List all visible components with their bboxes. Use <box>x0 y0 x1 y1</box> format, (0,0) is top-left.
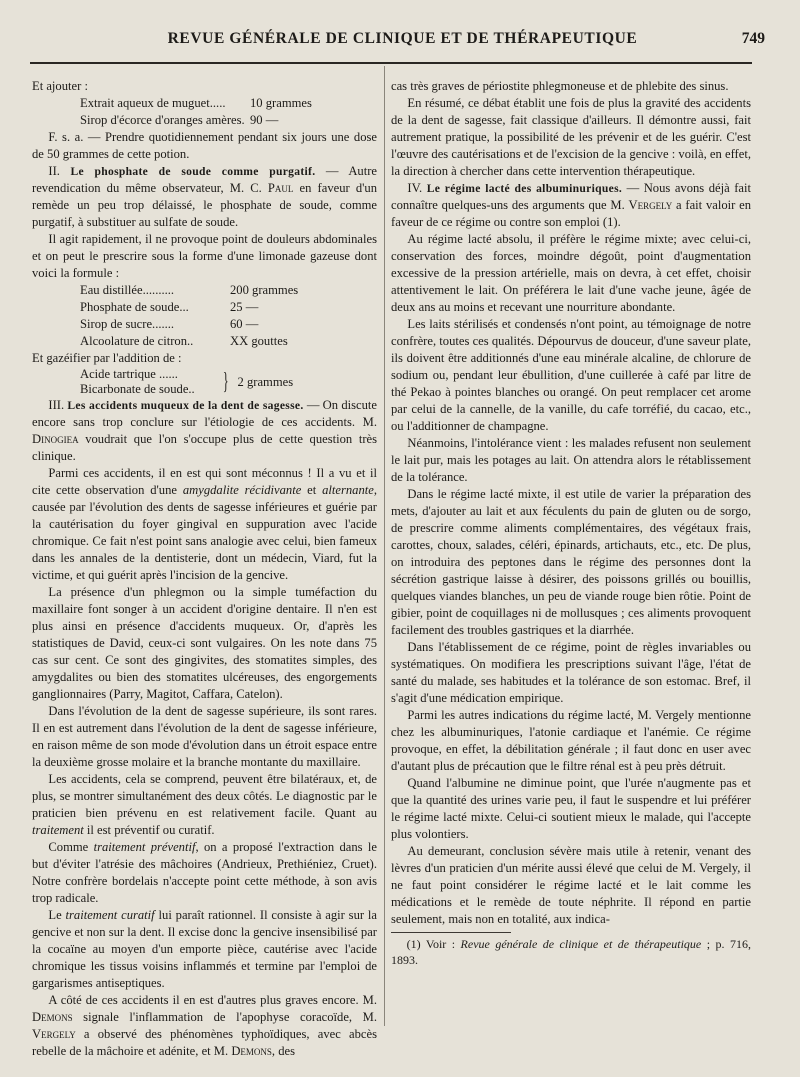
text-run: Le <box>48 908 66 922</box>
section-title: Le régime lacté des albuminuriques. <box>426 182 623 195</box>
text-run: — Autre revendication du même observateur, M. C. <box>32 164 378 195</box>
ingredient: Sirop d'écorce d'oranges amères. <box>80 113 245 127</box>
paragraph: La présence d'un phlegmon ou la simple tuméfaction du maxillaire font songer à un accident d'origine dentaire. Il n'en est plus ainsi en présence d'accidents muqueux. Or, d'après les statistiques de David, ceux-ci sont vulgaires. On les note dans 75 cas sur cent. Ce sont des gingivites, des stomatites simples, des amygdalites ou bien des stomatites ulcéreuses, des engorgements ganglionnaires (Parry, Magitot, Caffara, Catelon). <box>32 585 377 701</box>
paragraph: Au demeurant, conclusion sévère mais utile à retenir, venant des lèvres d'un praticien d'un mérite aussi élevé que celui de M. Vergely, il ne faut point considérer le régime lacté et le lait comme les médications et le remède de toute néphrite. Il répond en partie seulement, mais non en totalité, aux indica- <box>391 844 751 926</box>
text-run: Comme <box>48 840 94 854</box>
text-run: a observé des phénomènes typhoïdiques, avec abcès rebelle de la mâchoire et adénite, et M. <box>32 1027 377 1058</box>
section-title: Les accidents muqueux de la dent de sagesse. <box>67 399 304 412</box>
paragraph: Néanmoins, l'intolérance vient : les malades refusent non seulement le lait pur, mais les potages au lait. On attendra alors le rétablissement de la tolérance. <box>391 436 751 484</box>
paragraph: Dans l'établissement de ce régime, point de règles invariables ou systématiques. On modifiera les prescriptions suivant l'âge, l'état de santé du malade, ses habitudes et la tolérance de son estomac. Bref, il s'agit d'une médication empirique. <box>391 640 751 705</box>
paragraph <box>32 907 377 992</box>
running-title: REVUE GÉNÉRALE DE CLINIQUE ET DE THÉRAPEUTIQUE <box>167 30 638 47</box>
quantity: 90 — <box>250 113 279 127</box>
section-iv <box>391 180 751 231</box>
author-name: Paul <box>267 181 294 195</box>
emphasis: traitement curatif <box>65 908 155 922</box>
right-column <box>391 78 751 968</box>
recipe-row <box>80 112 377 129</box>
paragraph <box>32 839 377 907</box>
footnote-rule <box>391 932 511 933</box>
text-run: signale l'inflammation de l'apophyse coracoïde, M. <box>72 1010 377 1024</box>
recipe-row <box>80 316 377 333</box>
paragraph: Quand l'albumine ne diminue point, que l'urée n'augmente pas et que la quantité des urines varie peu, il faut le suspendre et lui préférer le régime lacté mixte. Celui-ci soutient mieux le malade, qui l'accepte plus volontiers. <box>391 776 751 841</box>
recipe-muguet <box>32 95 377 129</box>
emphasis: alternante <box>322 483 374 497</box>
paragraph: Dans l'évolution de la dent de sagesse supérieure, ils sont rares. Il en est autrement dans l'évolution de la dent de sagesse inférieure, en raison même de son mode d'évolution dans un étroit espace entre la deuxième grosse molaire et la branche montante du maxillaire. <box>32 704 377 769</box>
text-run: voudrait que l'on s'occupe plus de cette question très clinique. <box>32 432 377 463</box>
paragraph: Et gazéifier par l'addition de : <box>32 351 182 365</box>
recipe-gazeifier <box>32 367 377 397</box>
author-name: Demons <box>32 1010 73 1024</box>
author-name: Demons <box>231 1044 272 1058</box>
text-run: A côté de ces accidents il en est d'autres plus graves encore. M. <box>48 993 377 1007</box>
quantity: XX gouttes <box>230 334 288 348</box>
text-run: il est préventif ou curatif. <box>83 823 215 837</box>
ingredient: Acide tartrique ...... <box>80 367 178 381</box>
section-number: IV. <box>407 181 423 195</box>
paragraph <box>32 992 377 1060</box>
text-run: ; p. 716, 1893. <box>391 937 751 967</box>
recipe-row <box>80 282 377 299</box>
page-header <box>30 26 775 56</box>
paragraph: cas très graves de périostite phlegmoneuse et de phlebite des sinus. <box>391 79 729 93</box>
emphasis: traitement préventif <box>93 840 196 854</box>
column-divider <box>384 66 385 1026</box>
brace-items <box>80 367 220 397</box>
text-run: et <box>301 483 323 497</box>
paragraph: F. s. a. — Prendre quotidiennement pendant six jours une dose de 50 grammes de cette potion. <box>32 130 377 161</box>
recipe-limonade <box>32 282 377 350</box>
emphasis: Revue générale de clinique et de thérapeutique <box>460 937 702 951</box>
paragraph <box>32 465 377 584</box>
text-run: — On discute encore sans trop conclure sur l'étiologie de ces accidents. M. <box>32 398 377 429</box>
author-name: Vergely <box>628 198 673 212</box>
recipe-row <box>80 95 377 112</box>
section-ii <box>32 163 377 231</box>
text-run: Parmi ces accidents, il en est qui sont méconnus ! Il a vu et il cite cette observation d'une <box>32 466 377 497</box>
section-title: Le phosphate de soude comme purgatif. <box>70 165 316 178</box>
paragraph <box>32 771 377 839</box>
left-column <box>32 78 377 1060</box>
text-run: , causée par l'évolution des dents de sagesse inférieures et guérie par la cautérisation du foyer gingival en suppuration avec l'acide chromique. Ce fait n'est point sans analogie avec celui, bien fameux dans les annales de la dentisterie, dont un médecin, Viard, fut la victime, et qui guérit après l'incision de la gencive. <box>32 483 377 582</box>
quantity: 60 — <box>230 317 259 331</box>
brace-symbol: } <box>222 369 229 395</box>
paragraph: Il agit rapidement, il ne provoque point de douleurs abdominales et on peut le prescrire sous la forme d'une limonade gazeuse dont voici la formule : <box>32 232 377 280</box>
text-run: a fait valoir en faveur de ce régime ou contre son emploi (1). <box>391 198 752 229</box>
section-iii <box>32 397 377 465</box>
ingredient: Alcoolature de citron.. <box>80 334 194 348</box>
paragraph: Parmi les autres indications du régime lacté, M. Vergely mentionne chez les albuminuriques, l'atonie cardiaque et l'anémie. Ce régime provoque, en effet, la débilitation générale ; il faut donc en user avec d'autant plus de précaution que le filtre rénal est à peu près détruit. <box>391 708 751 773</box>
paragraph: Les laits stérilisés et condensés n'ont point, au témoignage de notre confrère, toutes ces qualités. Dépourvus de douceur, d'une saveur plate, ils doivent être additionnés d'une eau minérale alcaline, de chlorure de sodium ou, pendant leur ébullition, d'une cuillerée à café par litre de thé Pekao à pointes blanches ou orangé. On peut remplacer cet arome par celui de la cannelle, de la vanille, du cafe torréfié, du cacao, etc., ou l'additionner de champagne. <box>391 317 751 433</box>
ingredient: Extrait aqueux de muguet..... <box>80 96 226 110</box>
author-name: Vergely <box>32 1027 76 1041</box>
text-run: , des <box>271 1044 296 1058</box>
quantity: 200 grammes <box>230 283 299 297</box>
section-number: II. <box>48 164 60 178</box>
quantity: 25 — <box>230 300 259 314</box>
footnote <box>391 936 751 968</box>
quantity: 10 grammes <box>250 96 312 110</box>
header-rule <box>30 62 752 64</box>
text-run: (1) Voir : <box>406 937 461 951</box>
ingredient: Phosphate de soude... <box>80 300 189 314</box>
page-number: 749 <box>741 30 765 47</box>
section-number: III. <box>48 398 65 412</box>
text-run: Les accidents, cela se comprend, peuvent être bilatéraux, et, de plus, se montrer simultanément des deux côtés. Le diagnostic par le praticien bien prévenu en est relativement facile. Quant au <box>32 772 377 820</box>
ingredient: Sirop de sucre....... <box>80 317 175 331</box>
paragraph: Dans le régime lacté mixte, il est utile de varier la préparation des mets, d'ajouter au lait et aux féculents du pain de gluten ou de sorgo, de prescrire comme aliments complémentaires, des végétaux frais, carottes, choux, salades, céléri, épinards, artichauts, etc., etc. De plus, on introduira des peptones dans le régime des personnes dont la sécrétion gastrique laisse à désirer, des poissons grillés ou bouillis, quelques viandes blanches, un peu de viande rouge bien rôtie. Point de gibier, point de coquillages ni de mollusques ; ces aliments provoquent facilement des troubles gastriques et la diarrhée. <box>391 487 751 637</box>
ingredient: Bicarbonate de soude.. <box>80 382 195 396</box>
author-name: Dinogiea <box>32 432 79 446</box>
paragraph: Au régime lacté absolu, il préfère le régime mixte; avec celui-ci, conservation des forces, moindre dégoût, point d'augmentation excessive de la pression artérielle, mais on devra, à cet effet, choisir attentivement le lait. On préférera le lait d'une vache jeune, âgée de deux ans au moins et recevant une nourriture abondante. <box>391 232 751 314</box>
text-run: — Nous avons déjà fait connaître quelques-uns des arguments que M. <box>391 181 751 212</box>
text-run: lui paraît rationnel. Il consiste à agir sur la gencive et non sur la dent. Il excise donc la gencive insensibilisé par la cocaïne au moyen d'un emporte pièce, cautérise avec l'acide chromique les tissus voisins inflammés et termine par l'emploi de gargarismes antiseptiques. <box>32 908 377 990</box>
text-run: , on a proposé l'extraction dans le but d'éviter l'atrésie des mâchoires (Andrieux, Prethiéniez, Cruet). Notre confrère bordelais n'accepte point cette méthode, à son avis trop radicale. <box>32 840 377 905</box>
emphasis: amygdalite récidivante <box>182 483 302 497</box>
paragraph: Et ajouter : <box>32 79 88 93</box>
paragraph: En résumé, ce débat établit une fois de plus la gravité des accidents de la dent de sagesse, fait classique d'ailleurs. Il démontre aussi, fait autrement pratique, la possibilité de les prévenir et de les guérir. C'est l'œuvre des cautérisations et de l'excision de la gencive : voilà, en effet, la direction à chercher dans cette intervention thérapeutique. <box>391 96 751 178</box>
emphasis: traitement <box>32 823 84 837</box>
quantity: 2 grammes <box>237 374 294 389</box>
ingredient: Eau distillée.......... <box>80 283 175 297</box>
recipe-row <box>80 333 377 350</box>
recipe-row <box>80 299 377 316</box>
text-run: en faveur d'un remède un peu trop délaissé, le phosphate de soude, comme purgatif, à substituer au sulfate de soude. <box>32 181 377 229</box>
